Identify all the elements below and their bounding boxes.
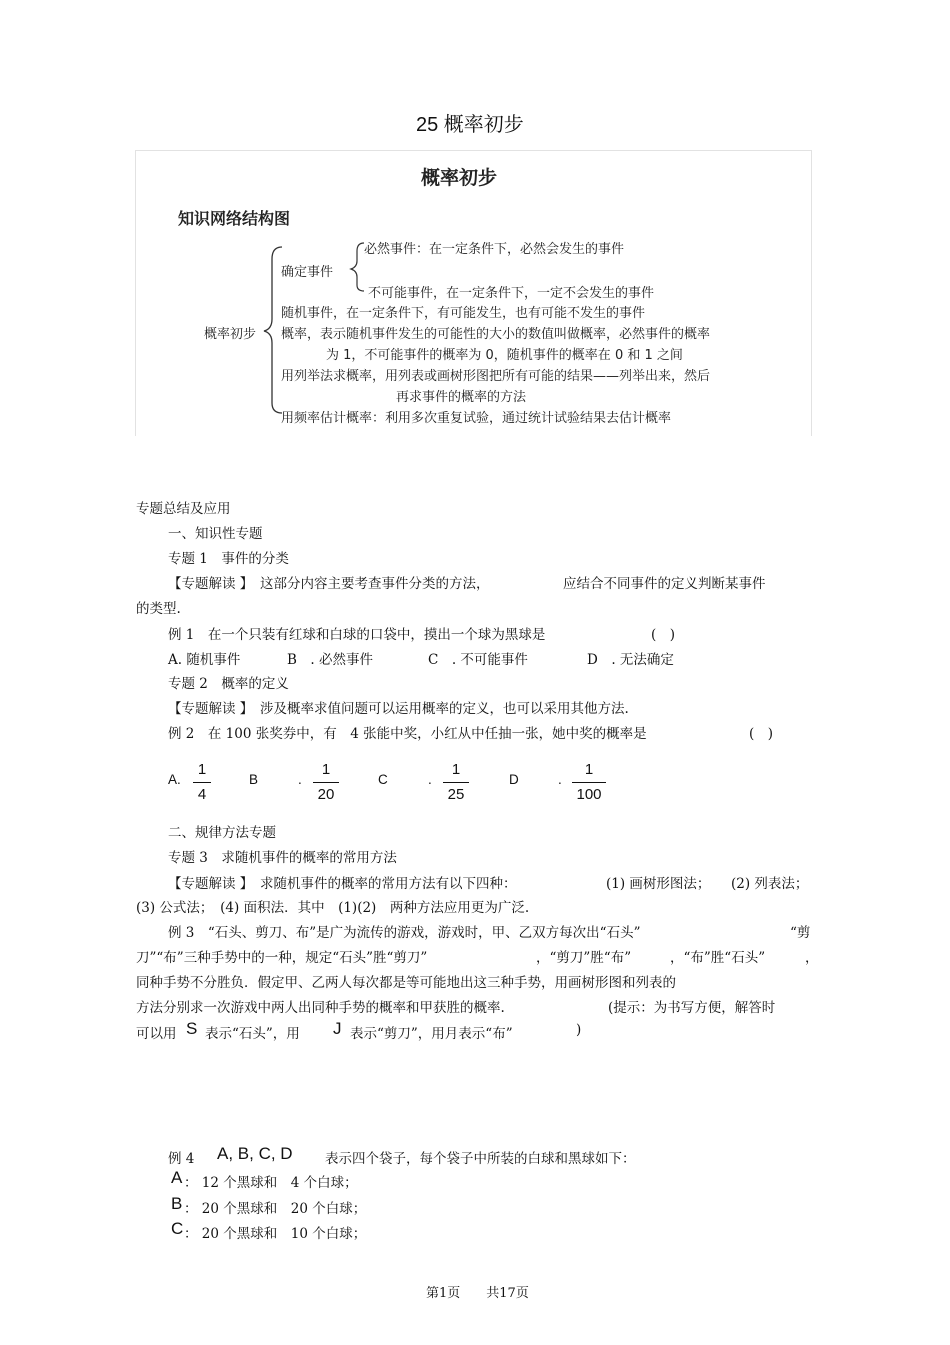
fraction-a-denominator: 4 [197,786,207,803]
mindmap-impossible: 不可能事件，在一定条件下，一定不会发生的事件 [368,286,655,301]
mindmap-random: 随机事件，在一定条件下，有可能发生，也有可能不发生的事件 [281,306,646,321]
knowledge-map-subtitle: 知识网络结构图 [178,209,291,228]
example-3-line5c: 表示“剪刀”，用月表示“布” [350,1026,513,1042]
fraction-d [572,761,606,804]
topic-3-reading-cont: (3) 公式法； (4) 面积法．其中 (1)(2) 两种方法应用更为广泛. [136,900,530,916]
example-3-line2c: ，“布”胜“石头” [670,950,766,966]
fraction-b-bar [313,782,339,783]
fraction-c [443,761,469,804]
determinate-brace [351,243,364,291]
example-1-option-a: A. 随机事件 [168,652,241,668]
example-3-line5a: 可以用 [136,1026,177,1042]
example-1-option-c: C . 不可能事件 [428,652,528,668]
bag-a-content: ： 12 个黑球和 4 个白球； [184,1175,358,1191]
mindmap-certain: 必然事件：在一定条件下，必然会发生的事件 [364,242,625,257]
example-3-line3: 同种手势不分胜负．假定甲、乙两人每次都是等可能地出这三种手势，用画树形图和列表的 [136,975,676,991]
knowledge-map-figure [135,150,812,436]
fraction-d-bar [572,782,606,783]
example-2: 例 2 在 100 张奖券中，有 4 张能中奖，小红从中任抽一张，她中奖的概率是 [168,726,647,742]
option-d-label: D [509,772,519,787]
topic-2-reading: 【专题解读 】 涉及概率求值问题可以运用概率的定义，也可以采用其他方法. [168,701,629,717]
mindmap-probability-line2: 为 1，不可能事件的概率为 0，随机事件的概率在 0 和 1 之间 [326,348,683,363]
option-b-label: B [249,772,259,787]
example-4-label: 例 4 [168,1151,195,1167]
main-brace [264,247,282,413]
mindmap-determinate: 确定事件 [281,265,334,280]
fraction-b-numerator: 1 [321,761,331,778]
bag-c-label: C [171,1219,184,1238]
fraction-d-numerator: 1 [584,761,594,778]
example-3-line2d: ， [805,950,819,966]
example-3-line5d: ) [576,1022,582,1038]
fraction-b-denominator: 20 [317,786,335,803]
option-b-dot: . [298,772,302,787]
fraction-c-denominator: 25 [447,786,465,803]
example-3-hint: (提示：为书写方便，解答时 [608,1000,776,1016]
example-3-symbol-j: J [333,1019,342,1038]
option-a-label: A. [168,772,181,787]
topic-3-method-1: (1) 画树形图法； [606,876,711,892]
option-d-dot: . [558,772,562,787]
topic-1: 专题 1 事件的分类 [168,551,289,567]
example-2-paren: ( ) [749,726,774,742]
document-title: 25 概率初步 [416,114,524,136]
topic-1-reading: 【专题解读 】 这部分内容主要考查事件分类的方法， [168,576,490,592]
knowledge-map-title: 概率初步 [421,167,498,189]
example-4-text: 表示四个袋子，每个袋子中所装的白球和黑球如下： [325,1151,636,1167]
fraction-a [193,761,211,804]
example-3-line4: 方法分别求一次游戏中两人出同种手势的概率和甲获胜的概率. [136,1000,505,1016]
example-3-symbol-s: S [186,1019,198,1038]
example-1-option-b: B . 必然事件 [287,652,374,668]
example-3-line5b: 表示“石头”，用 [205,1026,300,1042]
mindmap-enum-line2: 再求事件的概率的方法 [396,390,527,405]
example-1-paren: ( ) [651,627,676,643]
mindmap-probability-line1: 概率，表示随机事件发生的可能性的大小的数值叫做概率，必然事件的概率 [281,327,711,342]
example-1-option-d: D . 无法确定 [587,652,674,668]
example-3-line1-end: “剪 [790,925,811,941]
topic-2: 专题 2 概率的定义 [168,676,289,692]
fraction-a-numerator: 1 [197,761,207,778]
page-footer: 第1页 共17页 [426,1286,529,1301]
mindmap-root: 概率初步 [204,327,257,342]
fraction-d-denominator: 100 [576,786,602,803]
fraction-a-bar [193,782,211,783]
topic-1-reading-end: 的类型. [136,601,181,617]
heading-methods: 二、规律方法专题 [168,825,276,841]
bag-b-label: B [171,1194,183,1213]
mindmap-frequency: 用频率估计概率：利用多次重复试验，通过统计试验结果去估计概率 [281,411,672,426]
example-3-line1: 例 3 “石头、剪刀、布”是广为流传的游戏，游戏时，甲、乙双方每次出“石头” [168,925,641,941]
bag-b-content: ： 20 个黑球和 20 个白球； [184,1201,367,1217]
topic-1-reading-cont: 应结合不同事件的定义判断某事件 [563,576,766,592]
example-1: 例 1 在一个只装有红球和白球的口袋中，摸出一个球为黑球是 [168,627,546,643]
option-c-dot: . [428,772,432,787]
topic-3: 专题 3 求随机事件的概率的常用方法 [168,850,397,866]
example-4-bags: A, B, C, D [217,1144,293,1163]
fraction-c-bar [443,782,469,783]
example-3-line2b: ，“剪刀”胜“布” [536,950,632,966]
bag-a-label: A [171,1168,183,1187]
bag-c-content: ： 20 个黑球和 10 个白球； [184,1226,367,1242]
mindmap-enum-line1: 用列举法求概率，用列表或画树形图把所有可能的结果——列举出来，然后 [281,369,711,384]
option-c-label: C [378,772,388,787]
example-3-line2a: 刀”“布”三种手势中的一种，规定“石头”胜“剪刀” [136,950,428,966]
topic-3-method-2: (2) 列表法； [731,876,809,892]
topic-3-reading: 【专题解读 】 求随机事件的概率的常用方法有以下四种： [168,876,517,892]
section-heading: 专题总结及应用 [136,501,231,517]
heading-knowledge: 一、知识性专题 [168,526,263,542]
fraction-b [313,761,339,804]
fraction-c-numerator: 1 [451,761,461,778]
